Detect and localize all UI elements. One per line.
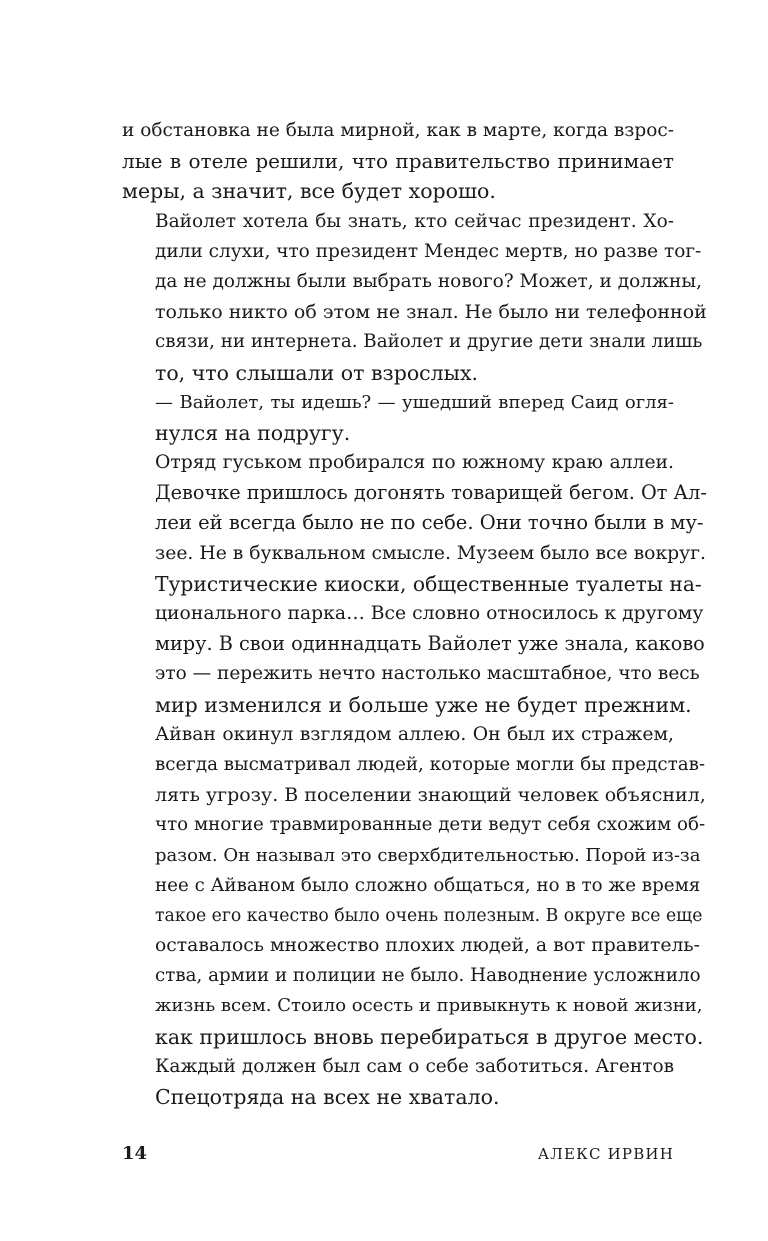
text-line: Каждый должен был сам о себе заботиться. Агентов [155,1055,674,1077]
text-line: да не должны были выбрать нового? Может, и должны, [155,270,702,292]
text-line: что многие травмированные дети ведут себя схожим об- [155,814,706,836]
text-line: нулся на подругу. [155,420,351,445]
paragraph [122,1052,674,1112]
text-line: оставалось множество плохих людей, а вот правитель- [155,935,700,957]
text-line: это — пережить нечто настолько масштабное, что весь [155,663,700,685]
paragraph [122,448,707,720]
paragraph [122,388,674,448]
text-line: и обстановка не была мирной, как в марте, когда взрос- [122,120,674,141]
text-line: ционального парка… Все словно относилось к другому [155,603,704,624]
text-line: Девочке пришлось догонять товарищей бегом. От Ал- [155,481,707,505]
paragraph [122,720,706,1052]
text-line: мир изменился и больше уже не будет прежним. [155,692,692,717]
text-line: лые в отеле решили, что правительство принимает [122,149,674,174]
text-line: жизнь всем. Стоило осесть и привыкнуть к новой жизни, [155,995,703,1017]
text-line: миру. В свои одиннадцать Вайолет уже знала, каково [155,632,705,656]
text-line: как пришлось вновь перебираться в другое место. [155,1024,704,1049]
text-line: Туристические киоски, общественные туалеты на- [155,571,702,596]
body-text [122,116,707,1112]
running-footer-author: АЛЕКС ИРВИН [537,1145,674,1163]
text-line: Отряд гуськом пробирался по южному краю аллеи. [155,452,674,474]
text-line: Вайолет хотела бы знать, кто сейчас президент. Хо- [155,210,674,232]
paragraph [122,116,674,207]
text-line: Айван окинул взглядом аллею. Он был их стражем, [155,723,674,745]
page-number: 14 [122,1143,148,1164]
text-line: — Вайолет, ты идешь? — ушедший вперед Саид огля- [155,391,674,413]
text-line: такое его качество было очень полезным. В округе все еще [155,905,703,926]
text-line: то, что слышали от взрослых. [155,360,479,385]
text-line: Спецотряда на всех не хватало. [155,1085,500,1109]
text-line: лять угрозу. В поселении знающий человек объяснил, [155,784,706,807]
text-line: дили слухи, что президент Мендес мертв, но разве тог- [155,240,702,262]
text-line: связи, ни интернета. Вайолет и другие дети знали лишь [155,331,703,353]
text-line: зее. Не в буквальном смысле. Музеем было все вокруг. [155,542,706,564]
text-line: только никто об этом не знал. Не было ни телефонной [155,301,707,324]
text-line: леи ей всегда было не по себе. Они точно были в му- [155,511,704,535]
text-line: разом. Он называл это сверхбдительностью. Порой из-за [155,844,701,866]
paragraph [122,207,707,388]
text-line: всегда высматривал людей, которые могли бы представ- [155,753,706,775]
text-line: меры, а значит, все будет хорошо. [122,179,496,204]
text-line: нее с Айваном было сложно общаться, но в то же время [155,874,701,896]
text-line: ства, армии и полиции не было. Наводнение усложнило [155,965,701,987]
